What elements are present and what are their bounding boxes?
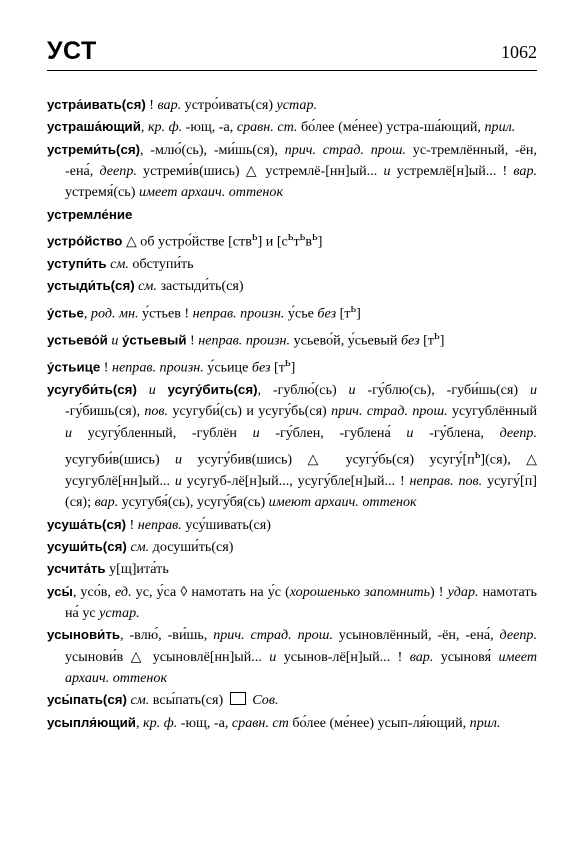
headword: устра́ивать(ся) <box>47 97 146 112</box>
label: хорошенько запомнить <box>289 583 431 600</box>
dictionary-entry <box>47 581 537 625</box>
label: вар. <box>157 97 182 113</box>
dictionary-entry <box>47 226 537 253</box>
headword: уступи́ть <box>47 256 107 272</box>
text: ] <box>356 305 361 322</box>
text: -гу́блена, <box>413 424 500 441</box>
text: усу́шивать(ся) <box>181 516 271 533</box>
label: кр. ф. <box>147 119 183 136</box>
text: усугублённый <box>447 403 537 420</box>
headword: устремле́ние <box>47 206 133 222</box>
headword: усуши́ть(ся) <box>47 538 127 554</box>
superscript: ь <box>299 229 306 244</box>
text: ! <box>126 516 138 533</box>
headword: усуша́ть(ся) <box>47 516 127 532</box>
text: обступи́ть <box>128 256 194 273</box>
text: усынови́в △ усыновлё[нн]ый... <box>65 648 270 665</box>
superscript: ь <box>474 446 481 461</box>
text: усугу́[п](ся); <box>65 472 537 511</box>
headword: у́стье <box>47 305 84 321</box>
text: т <box>293 233 300 250</box>
label: имеет архаич. оттенок <box>65 648 538 687</box>
text: ! <box>186 332 199 349</box>
text: у[щ]ита́ть <box>105 561 169 578</box>
text: △ об устро́йстве [ств <box>122 233 252 250</box>
text: устреми́в(шись) △ устремлё-[нн]ый... <box>136 163 384 180</box>
label: имеет архаич. оттенок <box>138 184 284 201</box>
label: удар. <box>447 583 479 600</box>
text: бо́лее (ме́нее) устра-ша́ющий, <box>297 119 485 136</box>
text: застыди́ть(ся) <box>156 278 244 295</box>
label: вар. <box>513 163 538 180</box>
label: деепр. <box>499 627 537 644</box>
headword: усчита́ть <box>47 561 106 577</box>
label: и <box>65 424 73 441</box>
text: , -влю́, -ви́шь, <box>120 627 214 644</box>
label: и <box>252 424 260 441</box>
text: -гу́блю(сь), -губи́шь(ся) <box>355 381 530 398</box>
text: всы́пать(ся) <box>149 692 227 709</box>
text: -ющ, -а, <box>177 714 232 731</box>
label: и <box>348 381 356 398</box>
label: см. <box>130 692 150 709</box>
text: намотать на́ ус <box>65 583 537 621</box>
dictionary-entry <box>47 94 537 116</box>
text: ] и [с <box>257 233 288 250</box>
aspect-box-icon <box>230 692 246 705</box>
text: ! <box>145 97 158 113</box>
superscript: ь <box>284 354 291 369</box>
text: ] <box>290 359 296 376</box>
label: устар. <box>99 605 140 621</box>
label: без <box>400 332 420 349</box>
label: без <box>251 359 271 376</box>
label: вар. <box>94 494 119 511</box>
text: усугу́бленный, -гублён <box>72 424 253 441</box>
label: прил. <box>469 714 501 731</box>
dictionary-entry <box>47 253 537 275</box>
text: ! <box>100 359 112 376</box>
superscript: ь <box>433 327 440 342</box>
text: ) ! <box>430 583 448 600</box>
text: устро́ивать(ся) <box>181 97 277 113</box>
label: прил. <box>484 119 516 136</box>
text: у́стьев ! <box>138 305 193 322</box>
headword: усы́ <box>47 583 73 599</box>
label: сравн. ст. <box>236 119 298 136</box>
label: и <box>175 451 183 468</box>
text: усугу́бив(шись) △ усугу́бь(ся) усугу́[п <box>182 451 475 468</box>
label: прич. страд. прош. <box>213 627 333 644</box>
text: ] <box>317 233 323 250</box>
text: у́сьице <box>203 359 252 376</box>
label: неправ. произн. <box>192 305 285 322</box>
label: см. <box>110 256 129 273</box>
text: , <box>83 305 91 322</box>
text: [т <box>419 332 434 349</box>
dictionary-entry <box>47 689 537 711</box>
headword: усы́пать(ся) <box>47 692 127 708</box>
label: см. <box>138 278 157 295</box>
dictionary-entry <box>47 204 537 226</box>
dictionary-entry <box>47 298 537 325</box>
label: и <box>148 381 156 398</box>
dictionary-entry <box>47 352 537 379</box>
text: усыновя́ <box>433 648 499 665</box>
text: , -млю́(сь), -ми́шь(ся), <box>140 141 285 158</box>
label: и <box>111 332 119 349</box>
superscript: ь <box>350 300 357 315</box>
dictionary-entry <box>47 275 537 297</box>
text: -гу́блен, -гублена́ <box>259 424 407 441</box>
text: [т <box>270 359 285 376</box>
headword: устреми́ть(ся) <box>47 141 141 157</box>
running-head <box>47 36 537 71</box>
text: ] <box>439 332 445 349</box>
dictionary-entry <box>47 558 537 580</box>
text <box>137 382 149 398</box>
superscript: ь <box>312 229 318 244</box>
superscript: ь <box>251 229 258 244</box>
label: деепр. <box>99 163 137 180</box>
headword: устьево́й <box>47 332 108 348</box>
text: , <box>140 119 148 136</box>
text: , усо́в, <box>72 583 116 600</box>
label: прич. страд. прош. <box>284 141 407 158</box>
headword: у́стьице <box>47 359 101 375</box>
text: бо́лее (ме́нее) усып-ля́ющий, <box>288 714 470 731</box>
text <box>156 382 168 398</box>
superscript: ь <box>287 229 294 244</box>
text: -гу́бишь(ся), <box>65 403 145 420</box>
text: усыновлённый, -ён, -ена́, <box>332 627 500 644</box>
headword: усынови́ть <box>47 627 121 643</box>
label: деепр. <box>499 424 537 441</box>
dictionary-entry <box>47 624 537 689</box>
text: досуши́ть(ся) <box>149 538 234 555</box>
text: у́сье <box>284 305 318 322</box>
headword: усугу́бить(ся) <box>167 381 258 397</box>
dictionary-entry <box>47 712 537 734</box>
label: вар. <box>409 648 434 665</box>
headword: устыди́ть(ся) <box>47 278 135 294</box>
text: , <box>135 714 144 731</box>
label: прич. страд. прош. <box>331 403 448 420</box>
label: и <box>406 424 414 441</box>
text: ](ся), △ усугублё[нн]ый... <box>65 451 537 489</box>
text: , -гублю́(сь) <box>257 381 349 398</box>
label: сравн. ст <box>231 714 289 731</box>
label: и <box>383 163 391 180</box>
text: усынов-лё[н]ый... ! <box>276 648 410 665</box>
text: усугуб-лё[н]ый..., усугу́бле[н]ый... ! <box>181 472 410 489</box>
text: устремя́(сь) <box>65 184 139 201</box>
label: пов. <box>144 403 169 420</box>
dictionary-entry <box>47 536 537 558</box>
label: имеют архаич. оттенок <box>268 494 417 511</box>
label: Сов. <box>252 692 279 709</box>
label: и <box>529 381 537 398</box>
text: устремлё[н]ый... ! <box>390 163 514 180</box>
label: и <box>174 472 182 489</box>
headword: устро́йство <box>47 233 123 249</box>
label: устар. <box>276 97 318 113</box>
label: неправ. <box>137 516 182 533</box>
text: усугуби́(сь) и усугу́бь(ся) <box>168 403 332 420</box>
text: усугуби́в(шись) <box>65 451 176 468</box>
dictionary-entry <box>47 379 537 514</box>
label: род. мн. <box>90 305 139 322</box>
label: и <box>269 648 277 665</box>
dictionary-entries <box>47 94 537 734</box>
label: без <box>317 305 337 322</box>
text: усьево́й, у́сьевый <box>290 332 401 349</box>
dictionary-entry <box>47 139 537 204</box>
page-number: 1062 <box>501 42 537 62</box>
dictionary-entry <box>47 514 537 536</box>
text: ус-тремлённый, -ён, -ена́, <box>65 141 537 180</box>
text: [т <box>336 305 351 322</box>
label: неправ. произн. <box>198 332 291 349</box>
text: усугубя́(сь), усугу́бя(сь) <box>118 494 269 511</box>
headword: устраша́ющий <box>47 119 141 135</box>
label: ед. <box>115 583 132 600</box>
text: ус, у́са ◊ намотать на у́с ( <box>131 583 290 600</box>
label: кр. ф. <box>143 714 178 731</box>
label: см. <box>130 538 150 555</box>
headword: усыпля́ющий <box>47 714 136 730</box>
label: неправ. произн. <box>111 359 204 376</box>
text: в <box>305 233 313 250</box>
text: -ющ, -а, <box>182 119 237 136</box>
head-word: УСТ <box>47 37 97 65</box>
dictionary-entry <box>47 116 537 138</box>
headword: у́стьевый <box>121 332 187 348</box>
dictionary-entry <box>47 325 537 352</box>
label: неправ. пов. <box>409 472 483 489</box>
headword: усугуби́ть(ся) <box>47 381 137 397</box>
